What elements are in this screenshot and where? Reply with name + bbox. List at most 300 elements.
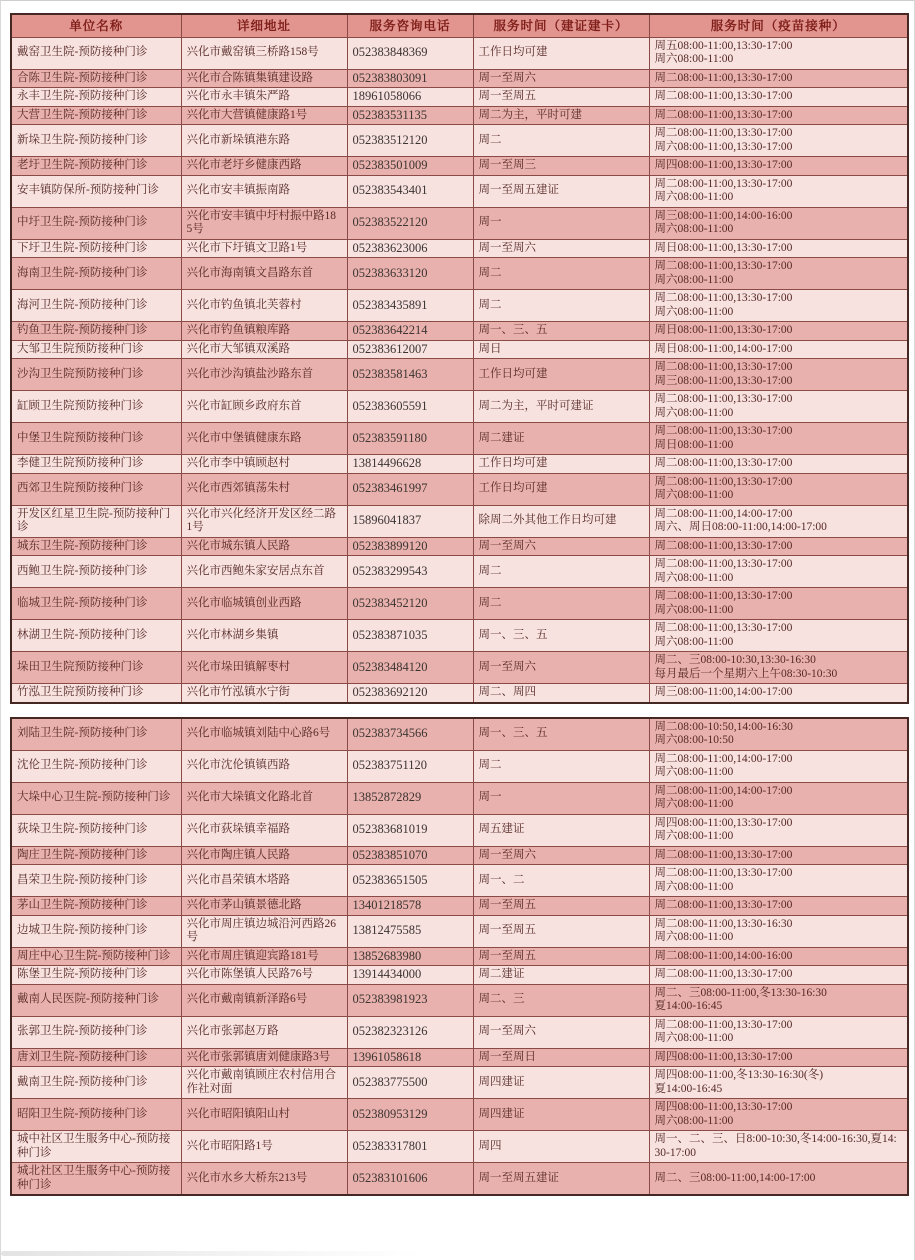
table-row [11, 455, 908, 474]
card-time-cell: 周二建证 [473, 423, 649, 455]
vaccine-time-line: 周四08:00-11:00,13:30-17:00 [654, 1050, 793, 1063]
table-row [11, 106, 908, 125]
vaccine-time-line: 周六08:00-11:00 [654, 603, 734, 616]
vaccine-time-line: 周三08:00-11:00,14:00-17:00 [654, 686, 793, 698]
card-time-cell: 周二 [473, 750, 649, 782]
card-time-cell: 除周二外其他工作日均可建 [473, 505, 649, 537]
vaccine-time-cell [649, 915, 908, 947]
table-row [11, 207, 908, 239]
phone-cell: 13401218578 [347, 897, 473, 916]
address-cell: 兴化市水乡大桥东213号 [181, 1163, 347, 1196]
address-cell: 兴化市竹泓镇水宁街 [181, 684, 347, 703]
table-row [11, 897, 908, 916]
card-time-cell: 周二 [473, 556, 649, 588]
vaccine-time-line: 周四08:00-11:00,13:30-17:00 [654, 1101, 793, 1113]
address-cell: 兴化市城东镇人民路 [181, 537, 347, 556]
unit-name-cell: 老圩卫生院-预防接种门诊 [11, 157, 181, 176]
vaccine-time-line: 周二、三08:00-11:00,14:00-17:00 [654, 1171, 816, 1184]
table-row [11, 258, 908, 290]
vaccine-time-cell [649, 455, 908, 474]
table-row [11, 1048, 908, 1067]
card-time-cell: 周日 [473, 340, 649, 359]
table-row [11, 290, 908, 322]
phone-cell: 052383484120 [347, 652, 473, 684]
address-cell: 兴化市沙沟镇盐沙路东首 [181, 359, 347, 391]
phone-cell: 052383651505 [347, 865, 473, 897]
address-cell: 兴化市兴化经济开发区经二路1号 [181, 505, 347, 537]
vaccine-time-cell [649, 125, 908, 157]
address-cell: 兴化市戴窑镇三桥路158号 [181, 37, 347, 69]
vaccine-time-line: 周二08:00-11:00,13:30-17:00 [654, 590, 793, 602]
unit-name-cell: 海南卫生院-预防接种门诊 [11, 258, 181, 290]
unit-name-cell: 竹泓卫生院预防接种门诊 [11, 684, 181, 703]
table-row [11, 359, 908, 391]
address-cell: 兴化市临城镇刘陆中心路6号 [181, 718, 347, 751]
unit-name-cell: 大营卫生院-预防接种门诊 [11, 106, 181, 125]
address-cell: 兴化市下圩镇文卫路1号 [181, 239, 347, 258]
phone-cell: 052383803091 [347, 69, 473, 88]
unit-name-cell: 茅山卫生院-预防接种门诊 [11, 897, 181, 916]
phone-cell: 052383848369 [347, 37, 473, 69]
vaccine-time-cell [649, 88, 908, 107]
vaccine-time-cell [649, 175, 908, 207]
unit-name-cell: 林湖卫生院-预防接种门诊 [11, 620, 181, 652]
card-time-cell: 工作日均可建 [473, 37, 649, 69]
table-gap [10, 704, 906, 717]
unit-name-cell: 戴窑卫生院-预防接种门诊 [11, 37, 181, 69]
phone-cell: 052383775500 [347, 1067, 473, 1099]
address-cell: 兴化市永丰镇朱严路 [181, 88, 347, 107]
address-cell: 兴化市昌荣镇木塔路 [181, 865, 347, 897]
vaccine-time-line: 周三08:00-11:00,14:00-16:00 [654, 209, 793, 222]
table-row [11, 157, 908, 176]
address-cell: 兴化市合陈镇集镇建设路 [181, 69, 347, 88]
vaccine-time-line: 周二08:00-11:00,14:00-17:00 [654, 752, 793, 765]
card-time-cell: 工作日均可建 [473, 455, 649, 474]
card-time-cell: 周一至周六 [473, 239, 649, 258]
phone-cell: 13852872829 [347, 782, 473, 814]
unit-name-cell: 城北社区卫生服务中心-预防接种门诊 [11, 1163, 181, 1196]
unit-name-cell: 陈堡卫生院-预防接种门诊 [11, 966, 181, 985]
vaccine-time-cell [649, 1099, 908, 1131]
table-row [11, 915, 908, 947]
table-row [11, 322, 908, 341]
phone-cell: 052383642214 [347, 322, 473, 341]
card-time-cell: 周二建证 [473, 966, 649, 985]
card-time-cell: 周四建证 [473, 1099, 649, 1131]
bottom-shadow [1, 1251, 421, 1256]
card-time-cell: 周一至周五建证 [473, 175, 649, 207]
unit-name-cell: 边城卫生院-预防接种门诊 [11, 915, 181, 947]
vaccine-time-cell [649, 239, 908, 258]
vaccine-time-cell [649, 258, 908, 290]
vaccine-time-line: 周六08:00-11:00 [654, 931, 734, 943]
vaccine-time-line: 周二08:00-11:00,13:30-17:00 [654, 558, 793, 570]
vaccine-time-line: 周六08:00-11:00 [654, 571, 734, 584]
address-cell: 兴化市周庄镇边城沿河西路26号 [181, 915, 347, 947]
table-row [11, 684, 908, 703]
table-row [11, 846, 908, 865]
card-time-cell: 周二为主，平时可建证 [473, 391, 649, 423]
address-cell: 兴化市周庄镇迎宾路181号 [181, 947, 347, 966]
table-row [11, 814, 908, 846]
vaccine-time-line: 周六08:00-11:00 [654, 880, 734, 893]
address-cell: 兴化市李中镇顾赵村 [181, 455, 347, 474]
vaccine-time-cell [649, 782, 908, 814]
vaccine-time-line: 周六08:00-11:00 [654, 1114, 734, 1127]
unit-name-cell: 临城卫生院-预防接种门诊 [11, 588, 181, 620]
unit-name-cell: 李健卫生院预防接种门诊 [11, 455, 181, 474]
column-header: 服务时间（建证建卡） [473, 14, 649, 37]
column-header: 服务咨询电话 [347, 14, 473, 37]
card-time-cell: 工作日均可建 [473, 473, 649, 505]
vaccine-time-cell [649, 984, 908, 1016]
vaccine-time-cell [649, 588, 908, 620]
vaccine-time-cell [649, 1131, 908, 1163]
card-time-cell: 周二 [473, 258, 649, 290]
vaccine-time-line: 周六08:00-11:00,13:30-17:00 [654, 140, 793, 153]
vaccine-time-cell [649, 846, 908, 865]
table-row [11, 556, 908, 588]
address-cell: 兴化市垛田镇解枣村 [181, 652, 347, 684]
vaccine-time-cell [649, 1163, 908, 1196]
card-time-cell: 周二、三 [473, 984, 649, 1016]
card-time-cell: 周二 [473, 290, 649, 322]
vaccine-time-cell [649, 1048, 908, 1067]
table-row [11, 782, 908, 814]
card-time-cell: 周五建证 [473, 814, 649, 846]
vaccine-time-cell [649, 620, 908, 652]
phone-cell: 052383299543 [347, 556, 473, 588]
vaccine-time-line: 周二08:00-11:00,13:30-17:00 [654, 177, 793, 190]
card-time-cell: 工作日均可建 [473, 359, 649, 391]
address-cell: 兴化市张郭赵万路 [181, 1016, 347, 1048]
vaccine-time-line: 每月最后一个星期六上午08:30-10:30 [654, 667, 838, 680]
vaccine-time-cell [649, 37, 908, 69]
vaccine-time-cell [649, 207, 908, 239]
table-row [11, 750, 908, 782]
vaccine-time-line: 周二08:00-11:00,13:30-17:00 [654, 899, 793, 911]
phone-cell: 052383605591 [347, 391, 473, 423]
card-time-cell: 周一至周三 [473, 157, 649, 176]
address-cell: 兴化市陶庄镇人民路 [181, 846, 347, 865]
unit-name-cell: 刘陆卫生院-预防接种门诊 [11, 718, 181, 751]
vaccine-time-line: 周六08:00-11:00 [654, 273, 734, 286]
vaccine-time-cell [649, 69, 908, 88]
phone-cell: 052383531135 [347, 106, 473, 125]
phone-cell: 13914434000 [347, 966, 473, 985]
table-row [11, 239, 908, 258]
vaccine-time-line: 周六08:00-11:00 [654, 766, 734, 778]
table-row [11, 1163, 908, 1196]
vaccine-time-cell [649, 897, 908, 916]
vaccine-time-cell [649, 537, 908, 556]
vaccine-time-line: 周二08:00-11:00,13:30-17:00 [654, 848, 793, 861]
vaccine-time-cell [649, 750, 908, 782]
clinic-table-1 [10, 13, 909, 704]
vaccine-time-line: 周六08:00-11:00 [654, 830, 734, 842]
phone-cell: 052383435891 [347, 290, 473, 322]
vaccine-time-cell [649, 684, 908, 703]
unit-name-cell: 戴南卫生院-预防接种门诊 [11, 1067, 181, 1099]
vaccine-time-line: 周二08:00-11:00,13:30-17:00 [654, 90, 793, 102]
phone-cell: 052383543401 [347, 175, 473, 207]
card-time-cell: 周四 [473, 1131, 649, 1163]
vaccine-time-cell [649, 106, 908, 125]
phone-cell: 052383522120 [347, 207, 473, 239]
table-row [11, 947, 908, 966]
vaccine-time-line: 周六08:00-11:00 [654, 305, 734, 318]
vaccine-time-line: 周二08:00-11:00,13:30-17:00 [654, 260, 793, 272]
table-row [11, 175, 908, 207]
unit-name-cell: 海河卫生院-预防接种门诊 [11, 290, 181, 322]
vaccine-time-cell [649, 359, 908, 391]
vaccine-time-line: 周二08:00-11:00,13:30-17:00 [654, 968, 793, 980]
table-row [11, 391, 908, 423]
vaccine-time-line: 周日08:00-11:00,13:30-17:00 [654, 324, 793, 336]
phone-cell: 052383899120 [347, 537, 473, 556]
table-row [11, 718, 908, 751]
phone-cell: 13812475585 [347, 915, 473, 947]
unit-name-cell: 大垛中心卫生院-预防接种门诊 [11, 782, 181, 814]
card-time-cell: 周一 [473, 782, 649, 814]
address-cell: 兴化市安丰镇振南路 [181, 175, 347, 207]
vaccine-time-cell [649, 505, 908, 537]
table-row [11, 652, 908, 684]
vaccine-time-cell [649, 865, 908, 897]
vaccine-time-line: 周二、三08:00-10:30,13:30-16:30 [654, 654, 816, 666]
table-row [11, 69, 908, 88]
table-row [11, 423, 908, 455]
vaccine-time-cell [649, 290, 908, 322]
unit-name-cell: 永丰卫生院-预防接种门诊 [11, 88, 181, 107]
column-header: 详细地址 [181, 14, 347, 37]
vaccine-time-cell [649, 556, 908, 588]
vaccine-time-line: 周日08:00-11:00,14:00-17:00 [654, 342, 793, 355]
vaccine-time-line: 周五08:00-11:00,13:30-17:00 [654, 39, 793, 52]
phone-cell: 13852683980 [347, 947, 473, 966]
phone-cell: 052383871035 [347, 620, 473, 652]
unit-name-cell: 沙沟卫生院预防接种门诊 [11, 359, 181, 391]
vaccine-time-cell [649, 814, 908, 846]
address-cell: 兴化市缸顾乡政府东首 [181, 391, 347, 423]
card-time-cell: 周一至周日 [473, 1048, 649, 1067]
phone-cell: 13814496628 [347, 455, 473, 474]
unit-name-cell: 戴南人民医院-预防接种门诊 [11, 984, 181, 1016]
vaccine-time-line: 周二08:00-11:00,13:30-17:00 [654, 1018, 793, 1031]
vaccine-time-line: 周六08:00-10:50 [654, 734, 734, 746]
vaccine-time-cell [649, 718, 908, 751]
vaccine-time-line: 周日08:00-11:00 [654, 438, 734, 451]
clinic-table-2 [10, 717, 909, 1197]
address-cell: 兴化市安丰镇中圩村振中路185号 [181, 207, 347, 239]
column-header: 单位名称 [11, 14, 181, 37]
address-cell: 兴化市临城镇创业西路 [181, 588, 347, 620]
card-time-cell: 周一至周五 [473, 897, 649, 916]
vaccine-time-line: 周二08:00-11:00,13:30-17:00 [654, 457, 793, 469]
address-cell: 兴化市海南镇文昌路东首 [181, 258, 347, 290]
unit-name-cell: 荻垛卫生院-预防接种门诊 [11, 814, 181, 846]
card-time-cell: 周一至周五 [473, 915, 649, 947]
address-cell: 兴化市西郊镇荡朱村 [181, 473, 347, 505]
table-row [11, 865, 908, 897]
vaccine-time-cell [649, 947, 908, 966]
unit-name-cell: 垛田卫生院预防接种门诊 [11, 652, 181, 684]
phone-cell: 052383581463 [347, 359, 473, 391]
table-row [11, 473, 908, 505]
phone-cell: 052383461997 [347, 473, 473, 505]
table-row [11, 588, 908, 620]
card-time-cell: 周一至周六 [473, 652, 649, 684]
unit-name-cell: 新垛卫生院-预防接种门诊 [11, 125, 181, 157]
phone-cell: 052383751120 [347, 750, 473, 782]
vaccine-time-line: 周二08:00-10:50,14:00-16:30 [654, 720, 793, 733]
phone-cell: 052380953129 [347, 1099, 473, 1131]
vaccine-time-line: 周二08:00-11:00,13:30-17:00 [654, 475, 793, 488]
unit-name-cell: 中圩卫生院-预防接种门诊 [11, 207, 181, 239]
unit-name-cell: 合陈卫生院-预防接种门诊 [11, 69, 181, 88]
column-header: 服务时间（疫苗接种） [649, 14, 908, 37]
phone-cell: 052383981923 [347, 984, 473, 1016]
card-time-cell: 周一、三、五 [473, 322, 649, 341]
unit-name-cell: 昌荣卫生院-预防接种门诊 [11, 865, 181, 897]
unit-name-cell: 城中社区卫生服务中心-预防接种门诊 [11, 1131, 181, 1163]
vaccine-time-cell [649, 340, 908, 359]
vaccine-time-cell [649, 322, 908, 341]
vaccine-time-line: 周六08:00-11:00 [654, 406, 734, 419]
header-row [11, 14, 908, 37]
table-row [11, 340, 908, 359]
address-cell: 兴化市陈堡镇人民路76号 [181, 966, 347, 985]
table-row [11, 1016, 908, 1048]
unit-name-cell: 昭阳卫生院-预防接种门诊 [11, 1099, 181, 1131]
card-time-cell: 周一至周五 [473, 88, 649, 107]
vaccine-time-line: 周六08:00-11:00 [654, 1032, 734, 1044]
vaccine-time-line: 周一、二、三、日8:00-10:30,冬14:00-16:30,夏14:30-17:00 [654, 1133, 897, 1159]
unit-name-cell: 西郊卫生院预防接种门诊 [11, 473, 181, 505]
card-time-cell: 周二 [473, 125, 649, 157]
vaccine-time-line: 周二08:00-11:00,14:00-16:00 [654, 949, 793, 962]
vaccine-time-line: 周六08:00-11:00 [654, 635, 734, 648]
unit-name-cell: 陶庄卫生院-预防接种门诊 [11, 846, 181, 865]
vaccine-time-line: 周二08:00-11:00,13:30-17:00 [654, 127, 793, 139]
vaccine-time-line: 周二08:00-11:00,13:30-17:00 [654, 71, 793, 84]
address-cell: 兴化市钓鱼镇粮库路 [181, 322, 347, 341]
table-row [11, 620, 908, 652]
unit-name-cell: 开发区红星卫生院-预防接种门诊 [11, 505, 181, 537]
card-time-cell: 周二 [473, 588, 649, 620]
address-cell: 兴化市张郭镇唐刘健康路3号 [181, 1048, 347, 1067]
card-time-cell: 周一至周六 [473, 537, 649, 556]
vaccine-time-line: 周六08:00-11:00 [654, 489, 734, 501]
vaccine-time-line: 周二08:00-11:00,13:30-17:00 [654, 361, 793, 373]
phone-cell: 052382323126 [347, 1016, 473, 1048]
vaccine-time-line: 周二08:00-11:00,13:30-17:00 [654, 108, 793, 121]
vaccine-time-line: 周二08:00-11:00,13:30-17:00 [654, 292, 793, 304]
phone-cell: 052383623006 [347, 239, 473, 258]
vaccine-time-line: 周六08:00-11:00 [654, 223, 734, 235]
address-cell: 兴化市荻垛镇幸福路 [181, 814, 347, 846]
phone-cell: 052383734566 [347, 718, 473, 751]
vaccine-time-cell [649, 473, 908, 505]
phone-cell: 15896041837 [347, 505, 473, 537]
vaccine-time-cell [649, 157, 908, 176]
vaccine-time-line: 周二08:00-11:00,13:30-16:30 [654, 917, 793, 930]
vaccine-time-cell [649, 423, 908, 455]
unit-name-cell: 缸顾卫生院预防接种门诊 [11, 391, 181, 423]
phone-cell: 18961058066 [347, 88, 473, 107]
vaccine-time-line: 周二08:00-11:00,13:30-17:00 [654, 867, 793, 879]
vaccine-time-line: 周三08:00-11:00,13:30-17:00 [654, 374, 793, 387]
table-row [11, 1099, 908, 1131]
table-row [11, 37, 908, 69]
card-time-cell: 周一、三、五 [473, 620, 649, 652]
vaccine-time-line: 周四08:00-11:00,13:30-17:00 [654, 816, 793, 829]
unit-name-cell: 沈伦卫生院-预防接种门诊 [11, 750, 181, 782]
vaccine-time-line: 周二08:00-11:00,13:30-17:00 [654, 425, 793, 437]
table-row [11, 1067, 908, 1099]
table-row [11, 537, 908, 556]
vaccine-time-line: 周四08:00-11:00,13:30-17:00 [654, 159, 793, 171]
unit-name-cell: 安丰镇防保所-预防接种门诊 [11, 175, 181, 207]
address-cell: 兴化市昭阳镇阳山村 [181, 1099, 347, 1131]
phone-cell: 052383452120 [347, 588, 473, 620]
card-time-cell: 周一至周五建证 [473, 1163, 649, 1196]
vaccine-time-line: 周六08:00-11:00 [654, 798, 734, 810]
address-cell: 兴化市大营镇健康路1号 [181, 106, 347, 125]
table-row [11, 505, 908, 537]
address-cell: 兴化市大邹镇双溪路 [181, 340, 347, 359]
vaccine-time-cell [649, 652, 908, 684]
address-cell: 兴化市大垛镇文化路北首 [181, 782, 347, 814]
vaccine-time-line: 周二08:00-11:00,14:00-17:00 [654, 507, 793, 520]
table-row [11, 125, 908, 157]
phone-cell: 052383681019 [347, 814, 473, 846]
phone-cell: 052383317801 [347, 1131, 473, 1163]
phone-cell: 052383692120 [347, 684, 473, 703]
vaccine-time-line: 周六、周日08:00-11:00,14:00-17:00 [654, 521, 827, 533]
vaccine-time-line: 周二08:00-11:00,13:30-17:00 [654, 539, 793, 552]
phone-cell: 052383612007 [347, 340, 473, 359]
phone-cell: 13961058618 [347, 1048, 473, 1067]
unit-name-cell: 大邹卫生院预防接种门诊 [11, 340, 181, 359]
unit-name-cell: 城东卫生院-预防接种门诊 [11, 537, 181, 556]
card-time-cell: 周一至周六 [473, 69, 649, 88]
address-cell: 兴化市老圩乡健康西路 [181, 157, 347, 176]
card-time-cell: 周一至周五 [473, 947, 649, 966]
card-time-cell: 周一 [473, 207, 649, 239]
address-cell: 兴化市钓鱼镇北芙蓉村 [181, 290, 347, 322]
unit-name-cell: 下圩卫生院-预防接种门诊 [11, 239, 181, 258]
table-row [11, 984, 908, 1016]
card-time-cell: 周一、二 [473, 865, 649, 897]
phone-cell: 052383512120 [347, 125, 473, 157]
table-row [11, 88, 908, 107]
card-time-cell: 周二为主，平时可建 [473, 106, 649, 125]
vaccine-time-cell [649, 391, 908, 423]
card-time-cell: 周一至周六 [473, 1016, 649, 1048]
address-cell: 兴化市沈伦镇镇西路 [181, 750, 347, 782]
vaccine-time-line: 周二08:00-11:00,14:00-17:00 [654, 784, 793, 797]
phone-cell: 052383591180 [347, 423, 473, 455]
address-cell: 兴化市昭阳路1号 [181, 1131, 347, 1163]
address-cell: 兴化市西鲍朱家安居点东首 [181, 556, 347, 588]
table-row [11, 966, 908, 985]
address-cell: 兴化市戴南镇顾庄农村信用合作社对面 [181, 1067, 347, 1099]
unit-name-cell: 西鲍卫生院-预防接种门诊 [11, 556, 181, 588]
address-cell: 兴化市中堡镇健康东路 [181, 423, 347, 455]
vaccine-time-line: 夏14:00-16:45 [654, 1082, 723, 1095]
